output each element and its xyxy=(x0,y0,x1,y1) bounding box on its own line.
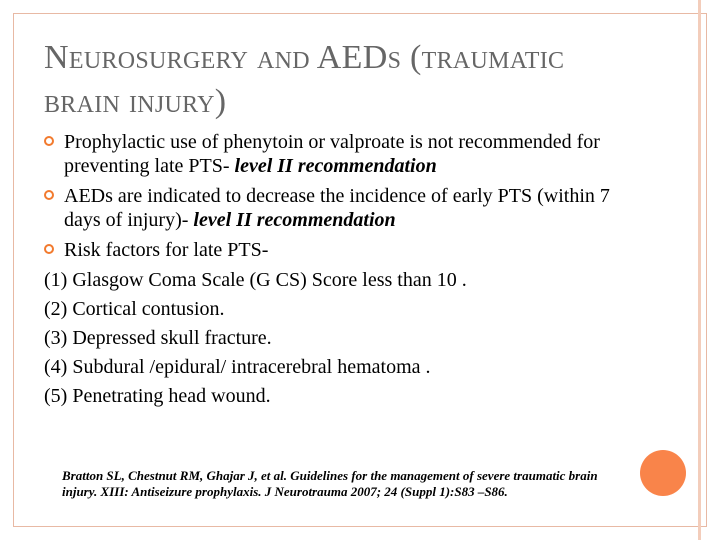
bullet-text: Risk factors for late PTS- xyxy=(64,239,269,261)
bullet-text: Prophylactic use of phenytoin or valproate is not recommended for preventing late PTS- xyxy=(64,131,600,177)
slide-title: Neurosurgery and AEDs (traumatic brain injury) xyxy=(44,39,565,120)
decorative-band xyxy=(698,0,701,540)
bullet-circle-icon xyxy=(44,190,54,200)
slide-content xyxy=(44,130,624,413)
bullet-text: AEDs are indicated to decrease the incidence of early PTS (within 7 days of injury)- xyxy=(64,185,610,231)
risk-factor-item: (1) Glasgow Coma Scale (G CS) Score less than 10 . xyxy=(44,269,467,291)
decorative-circle xyxy=(640,450,686,496)
risk-factor-item: (2) Cortical contusion. xyxy=(44,298,225,320)
citation: Bratton SL, Chestnut RM, Ghajar J, et al. Guidelines for the management of severe traumatic brain injury. XIII: Antiseizure prophylaxis. J Neurotrauma 2007; 24 (Suppl 1):S83 –S86. xyxy=(62,468,598,499)
risk-factor-item: (3) Depressed skull fracture. xyxy=(44,327,272,349)
bullet-emphasis: level II recommendation xyxy=(193,209,396,231)
bullet-emphasis: level II recommendation xyxy=(234,155,437,177)
bullet-item xyxy=(44,238,624,262)
risk-factor-item: (4) Subdural /epidural/ intracerebral hematoma . xyxy=(44,356,431,378)
risk-factor-item: (5) Penetrating head wound. xyxy=(44,385,271,407)
bullet-item xyxy=(44,184,624,232)
bullet-circle-icon xyxy=(44,244,54,254)
bullet-circle-icon xyxy=(44,136,54,146)
bullet-item xyxy=(44,130,624,178)
